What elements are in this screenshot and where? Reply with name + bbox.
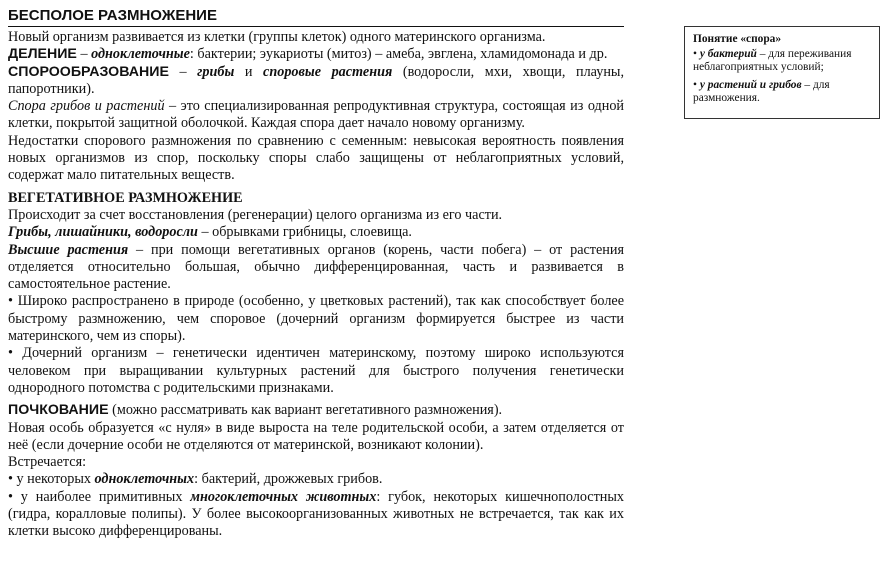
spore-note-box [684,26,880,119]
note-item-bacteria-term: у бактерий [699,47,757,60]
budding-bullet-2: • у наиболее примитивных многоклеточных животных: губок, некоторых кишечнополостных (гидра, коралловые полипы). У более высокоорганизованных животных не встречается, так как их клетки высоко дифференцированы. [8,488,624,540]
vegetative-bullet-2: • Дочерний организм – генетически идентичен материнскому, поэтому широко используются человеком при выращивании культурных растений для быстрого получения генетически однородного потомства с родительскими признаками. [8,345,624,396]
budding-description: Новая особь образуется «с нуля» в виде выроста на теле родительской особи, а затем отделяется от неё (если дочерние особи не отделяются от материнской, возникают колонии). [8,419,624,453]
note-item-plants-term: у растений и грибов [699,78,802,91]
vegetative-higher-plants-term: Высшие растения [8,241,129,258]
budding-unicellular-term: одноклеточных [94,471,195,488]
budding-heading: ПОЧКОВАНИЕ [8,402,109,419]
note-title: Понятие «спора» [693,33,782,45]
intro-paragraph: Новый организм развивается из клетки (группы клеток) одного материнского организма. [8,29,546,45]
spore-drawbacks: Недостатки спорового размножения по сравнению с семенным: невысокая вероятность появления новых организмов из спор, поскольку споры слабо защищены от неблагоприятных условий, содержат мало питательных веществ. [8,132,624,184]
spore-definition-term: Спора грибов и растений [8,98,165,115]
sporulation-paragraph: СПОРООБРАЗОВАНИЕ – грибы и споровые растения (водоросли, мхи, хвощи, плауны, папоротники). [8,63,625,97]
spore-definition: Спора грибов и растений – это специализированная репродуктивная структура, состоящая из одной клетки, покрытой защитной оболочкой. Каждая спора дает начало новому организму. [8,98,625,132]
vegetative-fungi-term: Грибы, лишайники, водоросли [8,224,198,241]
budding-bullet-1: • у некоторых одноклеточных: бактерий, дрожжевых грибов. [8,471,383,488]
budding-multicellular-term: многоклеточных животных [190,488,377,505]
note-item-bacteria: • у бактерий – для переживания неблагоприятных условий; [693,47,852,74]
main-text [8,6,624,541]
vegetative-heading: ВЕГЕТАТИВНОЕ РАЗМНОЖЕНИЕ [8,189,243,206]
budding-paragraph: ПОЧКОВАНИЕ (можно рассматривать как вариант вегетативного размножения). [8,402,503,419]
sporulation-subject-fungi: грибы [197,63,235,80]
sporulation-heading: СПОРООБРАЗОВАНИЕ [8,63,169,80]
page-title: БЕСПОЛОЕ РАЗМНОЖЕНИЕ [8,6,624,27]
budding-occurs: Встречается: [8,454,87,471]
division-paragraph: ДЕЛЕНИЕ – одноклеточные: бактерии; эукариоты (митоз) – амеба, эвглена, хламидомонада и др. [8,46,608,63]
note-item-plants: • у растений и грибов – для размножения. [693,78,830,105]
division-subject: одноклеточные [91,46,190,63]
vegetative-description: Происходит за счет восстановления (регенерации) целого организма из его части. [8,206,503,223]
sporulation-subject-plants: споровые растения [263,63,393,80]
vegetative-bullet-1: • Широко распространено в природе (особенно, у цветковых растений), так как способствует более быстрому размножению, чем споровое (дочерний организм формируется быстрее из части материнского, чем из споры). [8,293,624,345]
division-heading: ДЕЛЕНИЕ [8,46,77,63]
vegetative-fungi: Грибы, лишайники, водоросли – обрывками грибницы, слоевища. [8,224,412,241]
vegetative-higher-plants: Высшие растения – при помощи вегетативных органов (корень, части побега) – от растения отделяется относительно большая, обычно дифференцированная, часть и развивается в самостоятельное растение. [8,241,624,293]
